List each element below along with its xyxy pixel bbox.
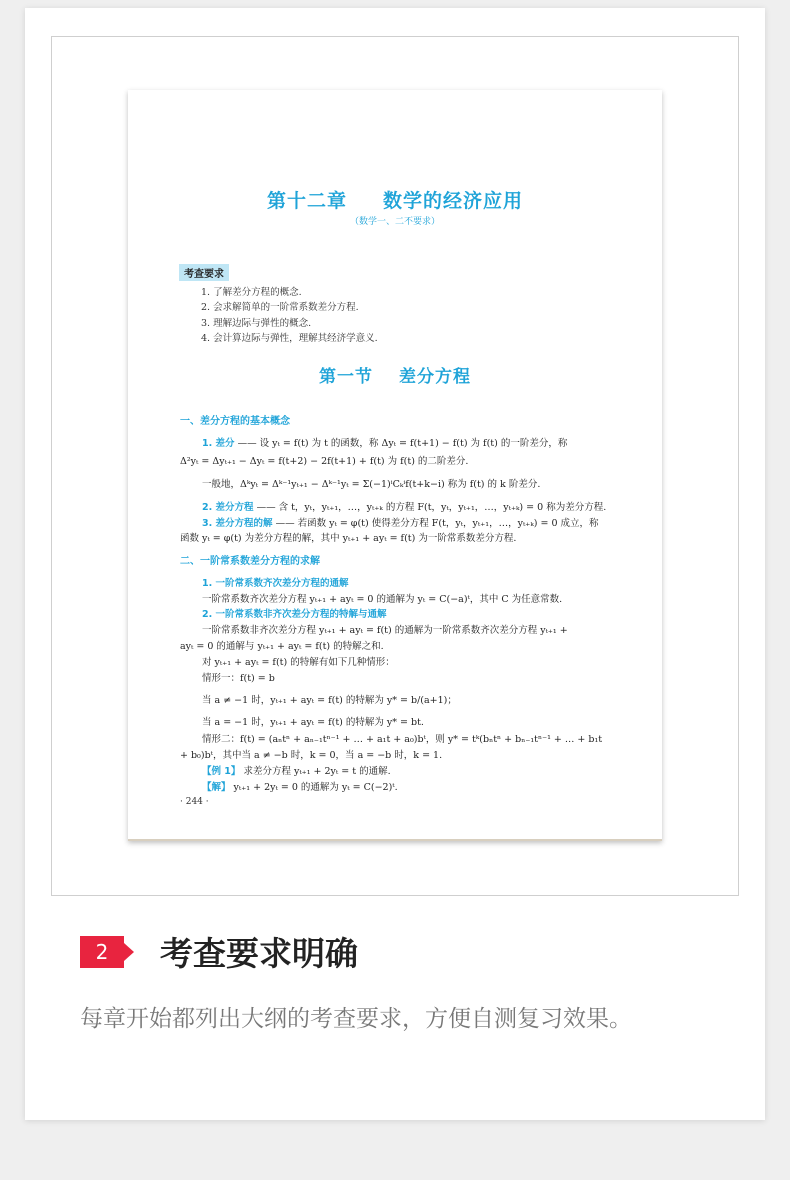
definition-term: 1. 差分 [202,438,235,449]
definition-1-line2: Δ²yₜ = Δyₜ₊₁ − Δyₜ = f(t+2) − 2f(t+1) + f(t) 为 f(t) 的二阶差分. [180,456,469,467]
case-1-b: 当 a = −1 时，yₜ₊₁ + ayₜ = f(t) 的特解为 y* = bt. [202,717,424,728]
definition-text: —— 设 yₜ = f(t) 为 t 的函数，称 Δyₜ = f(t+1) − f(t) 为 f(t) 的一阶差分，称 [237,438,568,449]
page-number: · 244 · [180,797,209,807]
section-title [128,362,662,387]
chapter-name: 数学的经济应用 [383,190,524,212]
requirement-item: 1. 了解差分方程的概念. [201,287,302,298]
section-name: 差分方程 [399,367,471,387]
solution-tag: 【解】 [202,782,231,793]
example-1 [202,763,391,777]
case-2-line2: + b₀)bᵗ，其中当 a ≠ −b 时，k = 0，当 a = −b 时，k = 1. [180,750,443,761]
subsection-2-text: ayₜ = 0 的通解与 yₜ₊₁ + ayₜ = f(t) 的特解之和. [180,641,384,652]
requirements-label: 考查要求 [179,264,229,281]
subsection-1-heading: 1. 一阶常系数齐次差分方程的通解 [202,578,349,589]
chapter-subtitle: （数学一、二不要求） [349,217,440,227]
subsection-2-text: 对 yₜ₊₁ + ayₜ = f(t) 的特解有如下几种情形： [202,657,395,668]
definition-2 [202,499,606,513]
badge-arrow-icon [124,943,134,961]
part2-heading: 二、一阶常系数差分方程的求解 [180,556,320,567]
solution [202,779,398,793]
feature-title: 考查要求明确 [160,934,358,973]
subsection-2-text: 一阶常系数非齐次差分方程 yₜ₊₁ + ayₜ = f(t) 的通解为一阶常系数齐次差分方程 yₜ₊₁ + [202,625,568,636]
definition-text: —— 含 t，yₜ，yₜ₊₁，…，yₜ₊ₖ 的方程 F(t，yₜ，yₜ₊₁，…，yₜ₊ₖ) = 0 称为差分方程. [256,502,607,513]
case-1-a: 当 a ≠ −1 时，yₜ₊₁ + ayₜ = f(t) 的特解为 y* = b/(a+1)； [202,695,457,706]
definition-1-line3: 一般地，Δᵏyₜ = Δᵏ⁻¹yₜ₊₁ − Δᵏ⁻¹yₜ = Σ(−1)ⁱCₖⁱf(t+k−i) 称为 f(t) 的 k 阶差分. [202,479,541,490]
case-1: 情形一：f(t) = b [202,673,275,684]
definition-3-line2: 函数 yₜ = φ(t) 为差分方程的解，其中 yₜ₊₁ + ayₜ = f(t) 为一阶常系数差分方程. [180,533,517,544]
example-tag: 【例 1】 [202,766,241,777]
feature-number-badge: 2 [80,936,124,968]
case-2: 情形二：f(t) = (aₙtⁿ + aₙ₋₁tⁿ⁻¹ + … + a₁t + a₀)bᵗ，则 y* = tᵏ(bₙtⁿ + bₙ₋₁tⁿ⁻¹ + … + b₁t [202,734,603,745]
definition-text: —— 若函数 yₜ = φ(t) 使得差分方程 F(t，yₜ，yₜ₊₁，…，yₜ₊ₖ) = 0 成立，称 [275,518,599,529]
definition-term: 2. 差分方程 [202,502,254,513]
solution-text: yₜ₊₁ + 2yₜ = 0 的通解为 yₜ = C(−2)ᵗ. [233,782,398,793]
section-number: 第一节 [319,367,373,387]
requirement-item: 2. 会求解简单的一阶常系数差分方程. [201,302,359,313]
chapter-number: 第十二章 [266,190,347,212]
part1-heading: 一、差分方程的基本概念 [180,416,290,427]
definition-term: 3. 差分方程的解 [202,518,273,529]
requirement-item: 3. 理解边际与弹性的概念. [201,318,312,329]
subsection-1-text: 一阶常系数齐次差分方程 yₜ₊₁ + ayₜ = 0 的通解为 yₜ = C(−a)ᵗ，其中 C 为任意常数. [202,594,563,605]
requirement-item: 4. 会计算边际与弹性，理解其经济学意义. [201,333,378,344]
book-page [128,90,662,841]
chapter-title [128,186,662,213]
feature-description: 每章开始都列出大纲的考查要求，方便自测复习效果。 [80,1006,632,1032]
subsection-2-heading: 2. 一阶常系数非齐次差分方程的特解与通解 [202,609,387,620]
example-text: 求差分方程 yₜ₊₁ + 2yₜ = t 的通解. [243,766,391,777]
definition-1 [202,435,567,449]
definition-3 [202,515,599,529]
